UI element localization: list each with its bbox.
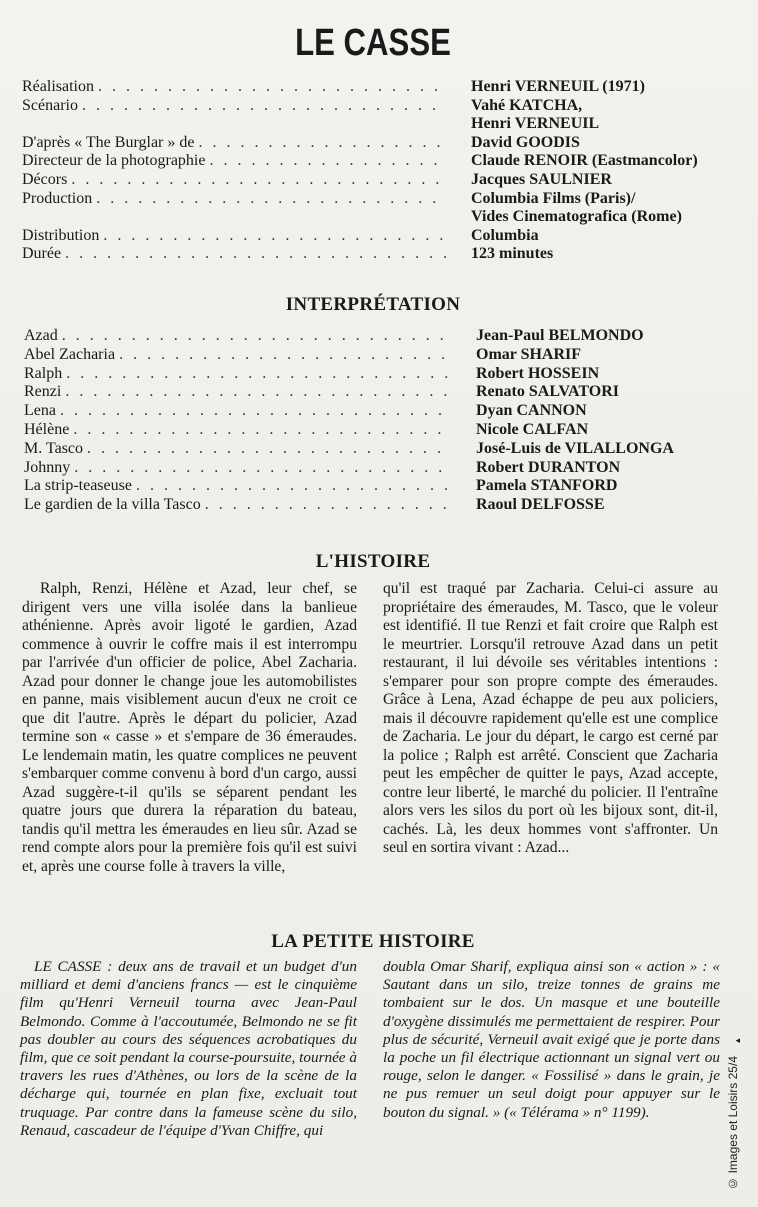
histoire-column-2 [383, 580, 718, 876]
cast-value: Dyan CANNON [476, 402, 587, 420]
credit-row [22, 78, 722, 97]
credit-value: Henri VERNEUIL (1971) [471, 78, 645, 95]
cast-label-cell [24, 459, 450, 478]
credit-value: Claude RENOIR (Eastmancolor) [471, 152, 698, 170]
cast-label-cell [24, 365, 450, 384]
dot-leader [73, 421, 450, 440]
cast-label: Ralph [24, 364, 63, 382]
credit-value: Vides Cinematografica (Rome) [471, 208, 682, 226]
cast-label-cell [24, 421, 450, 440]
credit-row [22, 97, 722, 116]
cast-row [24, 496, 724, 515]
cast-label-cell [24, 383, 450, 402]
credit-row [22, 115, 722, 134]
histoire-paragraph-2: qu'il est traqué par Zacharia. Celui-ci assure au propriétaire des émeraudes, M. Tasco, que le voleur est identifié. Il tue Renzi et fait croire que Ralph est le meurtrier. Lorsqu'il retrouve Azad dans un petit restaurant, il lui dévoile ses véritables intentions : s'emparer pour son propre compte des émeraudes. Grâce à Lena, Azad échappe de peu aux policiers, mais il découvre rapidement qu'elle est une complice de Zacharia. Le jour du départ, le cargo est cerné par la police ; Ralph est arrêté. Conscient que Zacharia peut les empêcher de quitter le pays, Azad accepte, contre leur liberté, le marché du policier. Il l'entraîne alors vers les silos du port où les bijoux sont, dit-il, cachés. Là, les deux hommes vont s'affronter. Un seul en sortira vivant : Azad... [383, 580, 718, 856]
dot-leader [62, 327, 450, 346]
dot-leader [136, 477, 450, 496]
credit-row [22, 171, 722, 190]
cast-label: Le gardien de la villa Tasco [24, 496, 201, 514]
credit-value: Columbia [471, 226, 539, 244]
credit-row [22, 245, 722, 264]
credit-label: Directeur de la photographie [22, 152, 206, 170]
credit-label-cell [22, 171, 446, 190]
cast-label: Lena [24, 402, 56, 420]
cast-row [24, 383, 724, 402]
credit-row [22, 208, 722, 227]
credit-label: D'après « The Burglar » de [22, 133, 195, 151]
credits-list [22, 78, 722, 264]
dot-leader [82, 97, 446, 116]
petite-histoire-heading: LA PETITE HISTOIRE [271, 931, 475, 952]
credit-label: Durée [22, 245, 62, 263]
cast-label: Hélène [24, 420, 70, 438]
credit-label-cell [22, 190, 446, 209]
cast-label: Johnny [24, 458, 71, 476]
cast-label-cell [24, 346, 450, 365]
credit-value: Henri VERNEUIL [471, 115, 600, 133]
credit-label: Réalisation [22, 78, 94, 95]
dot-leader [65, 383, 450, 402]
cast-label: Renzi [24, 383, 62, 401]
petite-histoire-text [20, 958, 720, 1140]
histoire-text [22, 580, 738, 876]
cast-value: Jean-Paul BELMONDO [476, 327, 644, 344]
dot-leader [198, 134, 446, 153]
dot-leader [103, 227, 446, 246]
petite-histoire-column-1 [20, 958, 357, 1140]
credit-label-cell [22, 134, 446, 153]
credit-label-cell [22, 78, 446, 97]
credit-value: Columbia Films (Paris)/ [471, 189, 636, 207]
copyright-notice: © Images et Loisirs 25/4 [726, 1056, 740, 1191]
cast-value: Omar SHARIF [476, 345, 582, 363]
credit-label: Production [22, 189, 93, 207]
film-title: LE CASSE [295, 22, 451, 64]
cast-value: Robert HOSSEIN [476, 364, 600, 382]
cast-value: Renato SALVATORI [476, 383, 620, 401]
cast-row [24, 477, 724, 496]
cast-value: Raoul DELFOSSE [476, 496, 605, 514]
histoire-heading: L'HISTOIRE [315, 551, 431, 572]
dot-leader [60, 402, 450, 421]
histoire-column-1 [22, 580, 357, 876]
credit-label-cell [22, 97, 446, 116]
cast-label: La strip-teaseuse [24, 477, 132, 495]
triangle-mark-icon: ◂ [735, 1036, 740, 1046]
cast-value: Pamela STANFORD [476, 477, 618, 495]
cast-label-cell [24, 402, 450, 421]
credit-label: Distribution [22, 226, 100, 244]
dot-leader [66, 365, 450, 384]
cast-row [24, 459, 724, 478]
cast-label-cell [24, 477, 450, 496]
dot-leader [209, 152, 446, 171]
petite-histoire-paragraph-2: doubla Omar Sharif, expliqua ainsi son « action » : « Sautant dans un silo, treize tonnes de grains me tombaient sur le dos. Un masque et une bouteille d'oxygène dissimulés me permettaient de respirer. Pour plus de sécurité, Verneuil avait exigé que je porte dans la poche un fil électrique actionnant un signal vert ou rouge, selon le danger. « Fossilisé » dans le grain, je ne pus remuer un seul doigt pour appuyer sur le bouton du signal. » (« Télérama » n° 1199). [383, 958, 720, 1121]
histoire-paragraph-1: Ralph, Renzi, Hélène et Azad, leur chef, se dirigent vers une villa isolée dans la banlieue athénienne. Après avoir ligoté le gardien, Azad commence à ouvrir le coffre mais il est interrompu par l'arrivée d'un officier de police, Abel Zacharia. Azad pour donner le change joue les automobilistes en panne, mais visiblement aucun d'eux ne croit ce que dit l'autre. Après le départ du policier, Azad termine son « casse » et s'empare de 36 émeraudes. Le lendemain matin, les quatre complices ne peuvent s'embarquer comme convenu à bord d'un cargo, aussi Azad suggère-t-il qu'ils se séparent pendant les quatre jours que durera la réparation du bateau, tandis qu'il mettra les émeraudes en lieu sûr. Azad se rend compte alors pour la première fois qu'il est suivi et, après une course folle à travers la ville, [22, 580, 357, 875]
dot-leader [71, 171, 446, 190]
dot-leader [119, 346, 450, 365]
cast-label-cell [24, 327, 450, 346]
cast-row [24, 421, 724, 440]
dot-leader [65, 245, 446, 264]
cast-label-cell [24, 440, 450, 459]
credit-label: Scénario [22, 96, 78, 114]
cast-row [24, 365, 724, 384]
cast-label: Abel Zacharia [24, 345, 116, 363]
petite-histoire-paragraph-1: LE CASSE : deux ans de travail et un budget d'un milliard et demi d'anciens francs — est le cinquième film qu'Henri Verneuil tourna avec Jean-Paul Belmondo. Comme à l'accoutumée, Belmondo ne se fit pas doubler au cours des séquences acrobatiques du film, que ce soit pendant la course-poursuite, tournée à travers les rues d'Athènes, ou lors de la scène de la décharge qui, tournée en plan fixe, excluait tout truquage. Par contre dans la fameuse scène du silo, Renaud, cascadeur de l'équipe d'Yvan Chiffre, qui [20, 958, 357, 1139]
credit-label-cell [22, 152, 446, 171]
credit-row [22, 134, 722, 153]
cast-row [24, 440, 724, 459]
credit-row [22, 190, 722, 209]
interpretation-heading: INTERPRÉTATION [285, 294, 461, 315]
credit-row [22, 227, 722, 246]
dot-leader [98, 78, 446, 97]
cast-row [24, 327, 724, 346]
cast-value: José-Luis de VILALLONGA [476, 439, 674, 457]
cast-label-cell [24, 496, 450, 515]
cast-row [24, 402, 724, 421]
dot-leader [87, 440, 450, 459]
cast-value: Robert DURANTON [476, 458, 621, 476]
petite-histoire-column-2 [383, 958, 720, 1140]
credit-value: David GOODIS [471, 133, 580, 151]
credit-label: Décors [22, 170, 68, 188]
credit-label-cell [22, 245, 446, 264]
cast-value: Nicole CALFAN [476, 420, 589, 438]
dot-leader [205, 496, 450, 515]
cast-row [24, 346, 724, 365]
credit-value: Vahé KATCHA, [471, 96, 583, 114]
dot-leader [96, 190, 446, 209]
credit-value: 123 minutes [471, 245, 554, 263]
cast-label: M. Tasco [24, 439, 84, 457]
credit-row [22, 152, 722, 171]
cast-label: Azad [24, 327, 58, 344]
dot-leader [74, 459, 450, 478]
cast-list [24, 327, 724, 515]
credit-value: Jacques SAULNIER [471, 170, 612, 188]
credit-label-cell [22, 227, 446, 246]
